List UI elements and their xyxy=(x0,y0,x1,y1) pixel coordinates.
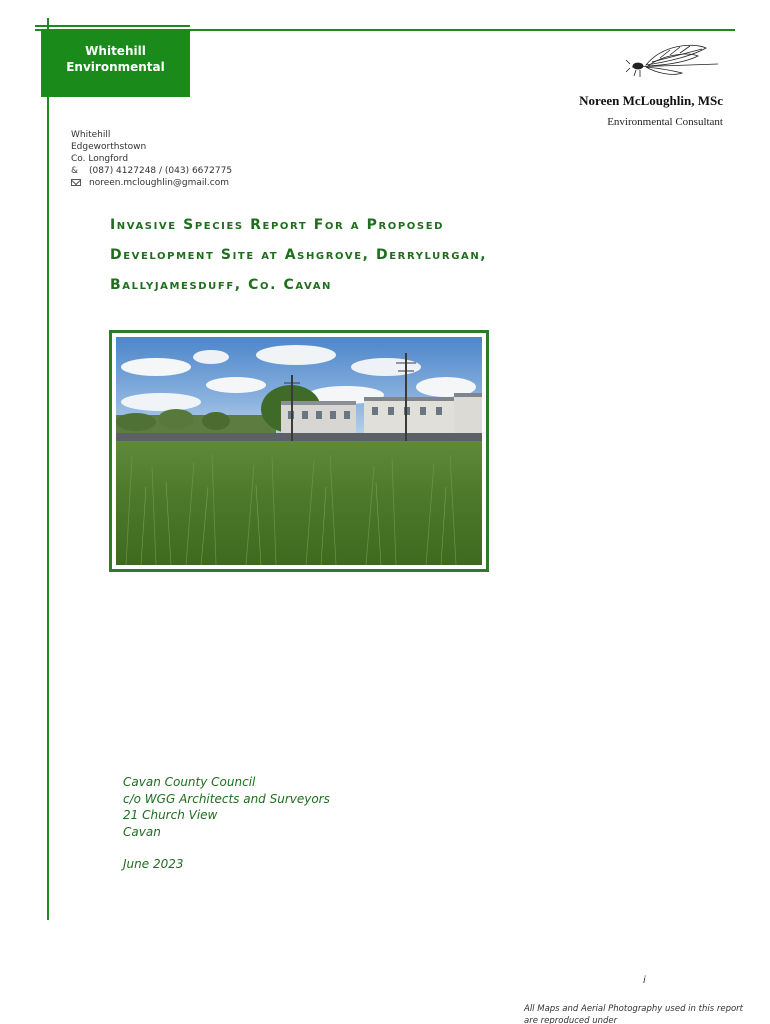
page-number: i xyxy=(643,975,646,986)
address-line-3: Co. Longford xyxy=(71,154,129,164)
logo-line-1: Whitehill xyxy=(85,44,146,58)
consultant-name: Noreen McLoughlin, MSc xyxy=(579,93,723,108)
report-title xyxy=(110,210,580,300)
envelope-icon xyxy=(71,179,81,186)
footer-note xyxy=(524,1003,754,1024)
footer-line-1: All Maps and Aerial Photography used in this report xyxy=(524,1004,743,1014)
email-row xyxy=(71,177,232,189)
address-line-1: Whitehill xyxy=(71,130,111,140)
footer-line-2: are reproduced under xyxy=(524,1016,618,1024)
phone-icon: & xyxy=(71,166,79,176)
top-rule-short xyxy=(35,25,190,27)
title-line-1: Invasive Species Report For a Proposed xyxy=(110,217,445,233)
report-date: June 2023 xyxy=(123,857,184,871)
recipient-line-1: Cavan County Council xyxy=(123,775,256,789)
address-block xyxy=(71,129,232,189)
left-rule xyxy=(47,18,49,920)
company-logo xyxy=(41,31,190,97)
logo-line-2: Environmental xyxy=(66,60,165,74)
phone-row xyxy=(71,165,232,177)
email-address[interactable]: noreen.mcloughlin@gmail.com xyxy=(89,178,229,188)
recipient-line-3: 21 Church View xyxy=(123,808,218,822)
phone-number: (087) 4127248 / (043) 6672775 xyxy=(89,166,233,176)
recipient-line-2: c/o WGG Architects and Surveyors xyxy=(123,791,330,806)
site-photo xyxy=(109,330,489,572)
title-line-3: Ballyjamesduff, Co. Cavan xyxy=(110,277,333,293)
address-line-2: Edgeworthstown xyxy=(71,142,147,152)
consultant-role: Environmental Consultant xyxy=(607,116,723,128)
recipient-block xyxy=(123,774,330,840)
dragonfly-icon xyxy=(622,40,722,80)
title-line-2: Development Site at Ashgrove, Derrylurgan, xyxy=(110,247,488,263)
recipient-line-4: Cavan xyxy=(123,824,161,839)
